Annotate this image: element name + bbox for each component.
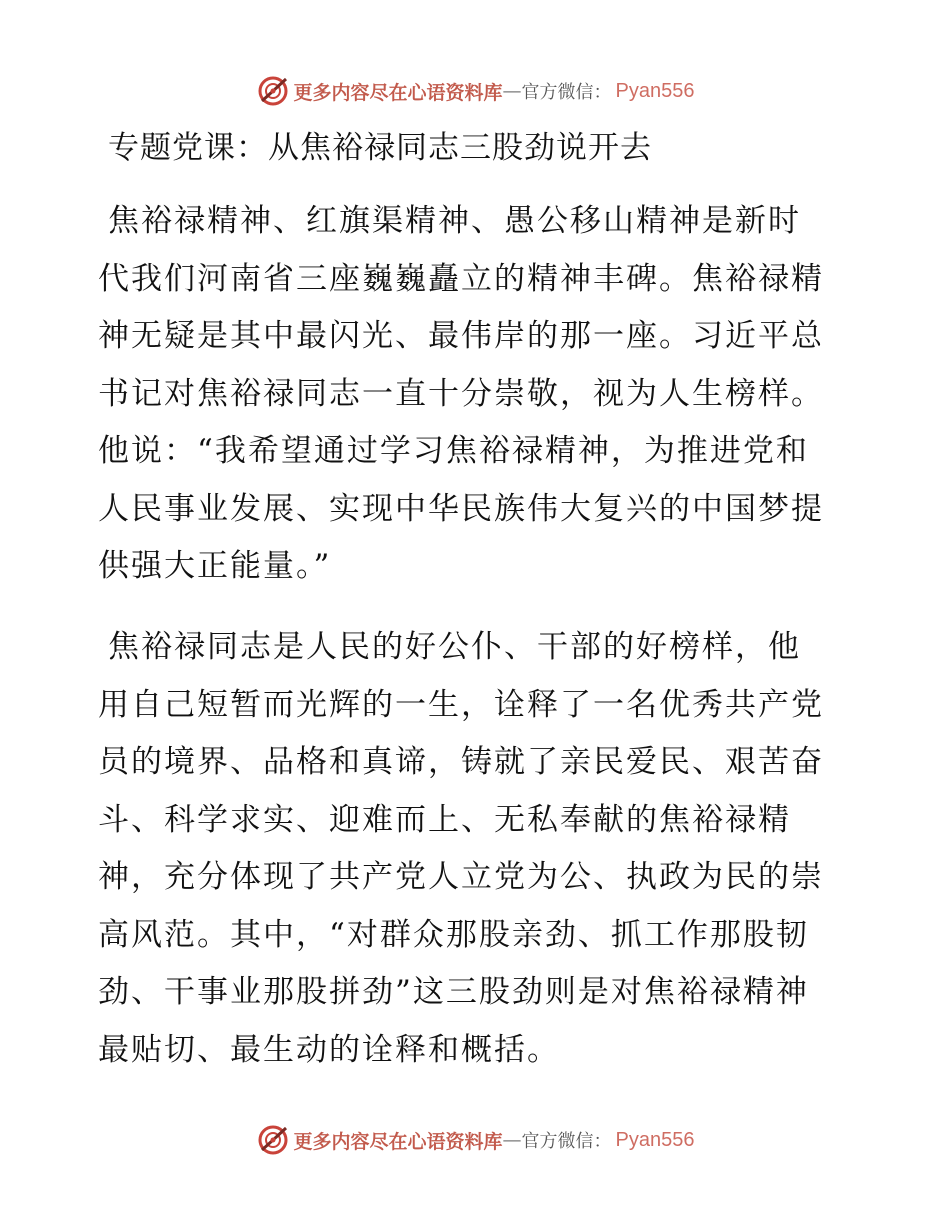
- paragraph-line: 劲、干事业那股拼劲”这三股劲则是对焦裕禄精神: [98, 974, 809, 1010]
- paragraph-line: 高风范。其中，“对群众那股亲劲、抓工作那股韧: [98, 916, 809, 953]
- paragraph-line: 最贴切、最生动的诠释和概括。: [98, 1031, 560, 1068]
- watermark-main-text: 更多内容尽在心语资料库: [293, 1130, 503, 1153]
- watermark-main-text: 更多内容尽在心语资料库: [293, 81, 503, 104]
- paragraph-line: 斗、科学求实、迎难而上、无私奉献的焦裕禄精: [98, 801, 791, 838]
- paragraph-1: [98, 193, 850, 596]
- paragraph-line: 人民事业发展、实现中华民族伟大复兴的中国梦提: [98, 490, 824, 527]
- paragraph-line: 员的境界、品格和真谛，铸就了亲民爱民、艰苦奋: [98, 744, 824, 780]
- paragraph-line: 焦裕禄同志是人民的好公仆、干部的好榜样，他: [108, 629, 801, 665]
- watermark-dash: —: [502, 80, 522, 102]
- watermark-wechat-id: Pyan556: [615, 79, 695, 102]
- watermark-dash: —: [502, 1129, 522, 1151]
- paragraph-line: 供强大正能量。”: [98, 548, 332, 584]
- paragraph-line: 代我们河南省三座巍巍矗立的精神丰碑。焦裕禄精: [98, 260, 824, 297]
- header-watermark: [0, 71, 950, 111]
- watermark-sub-text: 官方微信：: [521, 82, 612, 103]
- red-seal-logo-icon: [256, 74, 290, 108]
- paragraph-line: 书记对焦裕禄同志一直十分崇敬，视为人生榜样。: [98, 375, 824, 412]
- footer-watermark: [0, 1120, 950, 1160]
- paragraph-line: 神无疑是其中最闪光、最伟岸的那一座。习近平总: [98, 318, 824, 354]
- paragraph-line: 用自己短暂而光辉的一生，诠释了一名优秀共产党: [98, 686, 824, 723]
- paragraph-line: 神，充分体现了共产党人立党为公、执政为民的崇: [98, 859, 824, 895]
- watermark-wechat-id: Pyan556: [615, 1128, 695, 1151]
- paragraph-2: [98, 619, 850, 1079]
- watermark-sub-text: 官方微信：: [521, 1131, 612, 1152]
- red-seal-logo-icon: [256, 1123, 290, 1157]
- paragraph-line: 焦裕禄精神、红旗渠精神、愚公移山精神是新时: [108, 203, 801, 239]
- page-title: 专题党课：从焦裕禄同志三股劲说开去: [108, 130, 652, 166]
- paragraph-line: 他说：“我希望通过学习焦裕禄精神，为推进党和: [98, 433, 809, 469]
